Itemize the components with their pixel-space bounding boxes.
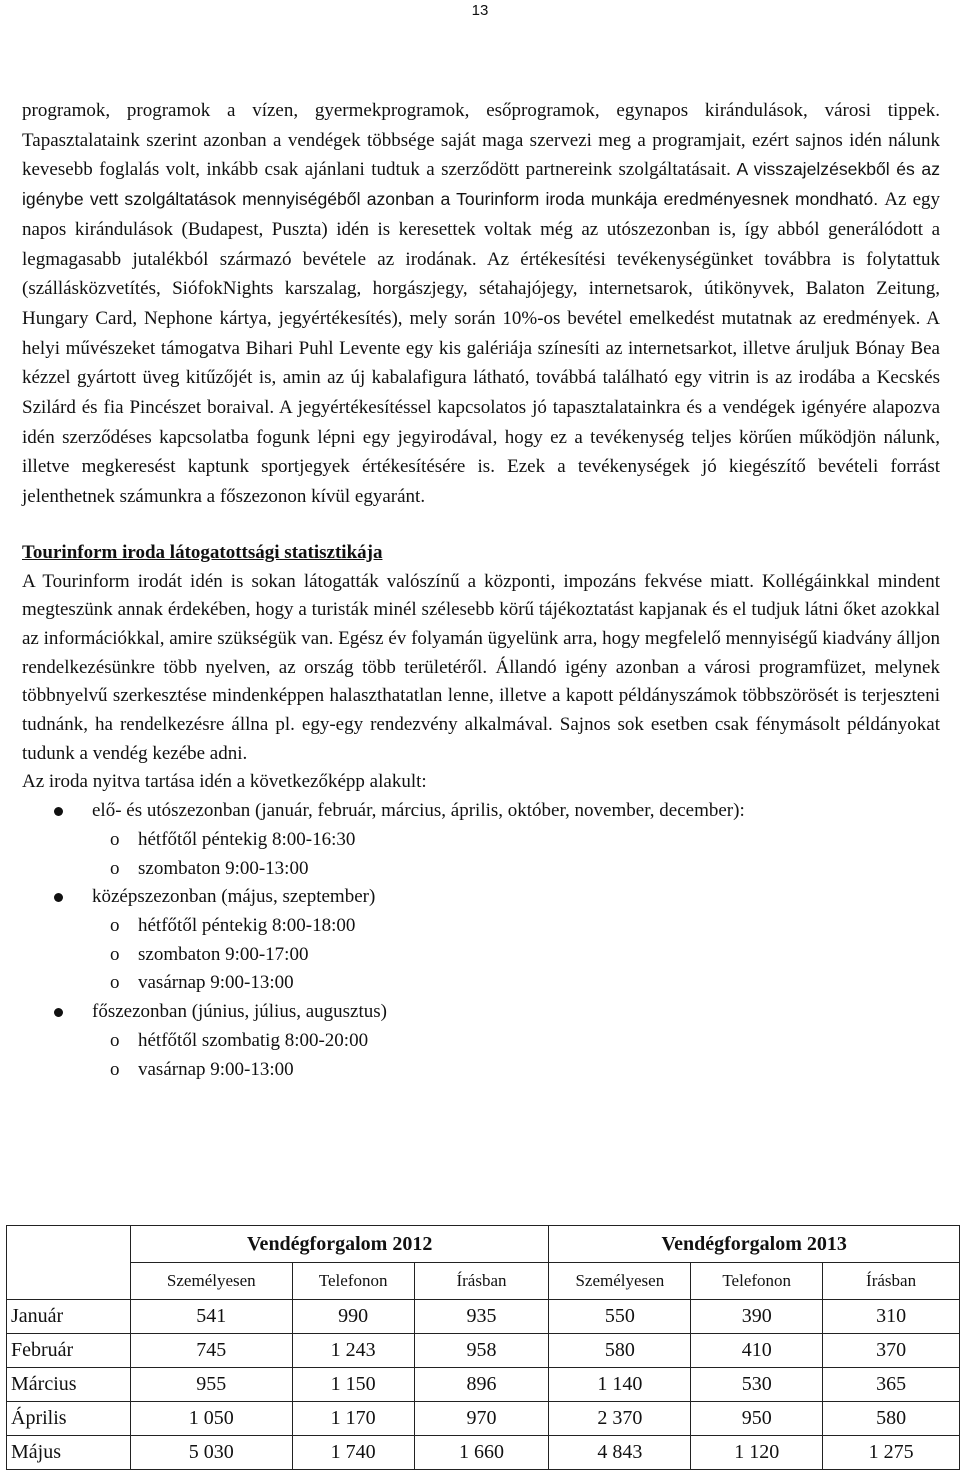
table-year-header-row xyxy=(7,1226,960,1263)
section-heading: Tourinform iroda látogatottsági statisztikája xyxy=(22,541,383,563)
value-cell: 1 120 xyxy=(691,1436,823,1470)
value-cell: 1 275 xyxy=(823,1436,960,1470)
value-cell: 541 xyxy=(130,1300,292,1334)
column-header: Írásban xyxy=(414,1263,549,1300)
value-cell: 1 150 xyxy=(292,1368,414,1402)
value-cell: 935 xyxy=(414,1300,549,1334)
table-row xyxy=(7,1300,960,1334)
visitor-stats-table xyxy=(6,1225,960,1470)
column-header: Telefonon xyxy=(691,1263,823,1300)
value-cell: 1 660 xyxy=(414,1436,549,1470)
value-cell: 990 xyxy=(292,1300,414,1334)
value-cell: 1 740 xyxy=(292,1436,414,1470)
value-cell: 370 xyxy=(823,1334,960,1368)
month-cell: Április xyxy=(7,1402,131,1436)
month-cell: Február xyxy=(7,1334,131,1368)
value-cell: 1 140 xyxy=(549,1368,691,1402)
hours-item: o vasárnap 9:00-13:00 xyxy=(92,969,940,998)
value-cell: 4 843 xyxy=(549,1436,691,1470)
intro-sentence-1: programok, programok a vízen, gyermekprogramok, esőprogramok, egynapos kirándulások, városi tippek. Tapasztalataink szerint azonban a vendégek többsége saját maga szervezi meg a programjait, ezért sajnos idén nálunk kevesebb foglalás volt, inkább csak ajánlani tudtuk a szerződött partnereink szolgáltatásait. xyxy=(22,100,940,181)
value-cell: 955 xyxy=(130,1368,292,1402)
section-body: A Tourinform irodát idén is sokan látogatták valószínű a központi, impozáns fekvése miatt. Kollégáinkkal mindent megteszünk annak érdekében, hogy a turisták minél szélesebb körű tájékoztatást kapjanak és el tudjuk látni őket azokkal az információkkal, amire szükségük van. Egész év folyamán ügyelünk arra, hogy megfelelő mennyiségű kiadvány álljon rendelkezésünkre több nyelven, az ország több területéről. Állandó igény azonban a városi programfüzet, melynek többnyelvű szerkesztése mindenképpen halaszthatatlan lenne, illetve a kapott példányszámok többszörösét is terjeszteni tudnánk, ha rendelkezésre állna pl. egy-egy rendezvény alkalmával. Sajnos sok esetben csak fénymásolt példányokat tudunk a vendég kezébe adni. xyxy=(22,570,940,764)
value-cell: 580 xyxy=(823,1402,960,1436)
month-cell: Március xyxy=(7,1368,131,1402)
hours-item: o vasárnap 9:00-13:00 xyxy=(92,1056,940,1085)
table-row xyxy=(7,1368,960,1402)
hours-item: o hétfőtől péntekig 8:00-18:00 xyxy=(92,912,940,941)
intro-paragraph xyxy=(22,96,940,512)
season-item xyxy=(22,998,940,1084)
value-cell: 950 xyxy=(691,1402,823,1436)
intro-sentence-4: Az értékesítési tevékenységünket továbbra is folytattuk (szállásközvetítés, SiófokNights karszalag, horgászjegy, sétahajójegy, internetsarok, útikönyvek, Balaton Zeitung, Hungary Card, Nephone kártya, jegyértékesítés), mely során 10%-os bevétel emelkedést mutatnak az eredmények. A helyi művészeket támogatva Bihari Puhl Levente egy kis galériája színesíti az internetsarkot, illetve áruljuk Bónay Bea kézzel gyártott üveg kitűzőjét is, amin az új kabalafigura látható, továbbá található egy vitrin is az irodába a Kecskés Szilárd és fia Pincészet boraival. A jegyértékesítéssel kapcsolatos jó tapasztalatainkra és a vendégek igényére alapozva idén szerződéses kapcsolatba fogunk lépni egy jegyirodával, hogy ez a tevékenység teljes körűen működjön nálunk, illetve megkeresést kaptunk sportjegyek értékesítésére is. Ezek a tevékenységek jó kiegészítő bevételi forrást jelenthetnek számunkra a főszezonon kívül egyaránt. xyxy=(22,248,940,508)
value-cell: 1 243 xyxy=(292,1334,414,1368)
value-cell: 1 170 xyxy=(292,1402,414,1436)
opening-hours-list xyxy=(22,797,940,1084)
hours-item: o szombaton 9:00-17:00 xyxy=(92,941,940,970)
value-cell: 2 370 xyxy=(549,1402,691,1436)
season-label: főszezonban (június, július, augusztus) xyxy=(92,1001,387,1023)
table-row xyxy=(7,1436,960,1470)
document-body xyxy=(22,96,940,1084)
table-subheader-row xyxy=(7,1263,960,1300)
month-cell: Május xyxy=(7,1436,131,1470)
month-cell: Január xyxy=(7,1300,131,1334)
year-header-2012: Vendégforgalom 2012 xyxy=(130,1226,549,1263)
opening-intro: Az iroda nyitva tartása idén a következőképp alakult: xyxy=(22,771,427,793)
season-item xyxy=(22,797,940,883)
table-row xyxy=(7,1402,960,1436)
year-header-2013: Vendégforgalom 2013 xyxy=(549,1226,960,1263)
table-row xyxy=(7,1334,960,1368)
value-cell: 958 xyxy=(414,1334,549,1368)
value-cell: 550 xyxy=(549,1300,691,1334)
value-cell: 5 030 xyxy=(130,1436,292,1470)
value-cell: 580 xyxy=(549,1334,691,1368)
page-number: 13 xyxy=(471,2,489,19)
hours-item: o szombaton 9:00-13:00 xyxy=(92,855,940,884)
table-corner-cell xyxy=(7,1226,131,1300)
intro-sentence-3: Az egy napos kirándulások (Budapest, Puszta) idén is keresettek voltak még az utószezonban is, így abból generálódott a legmagasabb jutalékból származó bevétele az irodának. xyxy=(22,189,941,270)
value-cell: 390 xyxy=(691,1300,823,1334)
value-cell: 745 xyxy=(130,1334,292,1368)
season-label: középszezonban (május, szeptember) xyxy=(92,886,376,908)
value-cell: 310 xyxy=(823,1300,960,1334)
season-label: elő- és utószezonban (január, február, március, április, október, november, december): xyxy=(92,800,745,822)
value-cell: 410 xyxy=(691,1334,823,1368)
hours-item: o hétfőtől szombatig 8:00-20:00 xyxy=(92,1027,940,1056)
season-item xyxy=(22,883,940,998)
hours-item: o hétfőtől péntekig 8:00-16:30 xyxy=(92,826,940,855)
value-cell: 530 xyxy=(691,1368,823,1402)
value-cell: 896 xyxy=(414,1368,549,1402)
column-header: Személyesen xyxy=(549,1263,691,1300)
column-header: Személyesen xyxy=(130,1263,292,1300)
column-header: Telefonon xyxy=(292,1263,414,1300)
value-cell: 365 xyxy=(823,1368,960,1402)
column-header: Írásban xyxy=(823,1263,960,1300)
intro-sentence-2: A visszajelzésekből és az igénybe vett szolgáltatások mennyiségéből azonban a Tourinform iroda munkája eredményesnek mondható. xyxy=(22,159,940,210)
value-cell: 1 050 xyxy=(130,1402,292,1436)
value-cell: 970 xyxy=(414,1402,549,1436)
